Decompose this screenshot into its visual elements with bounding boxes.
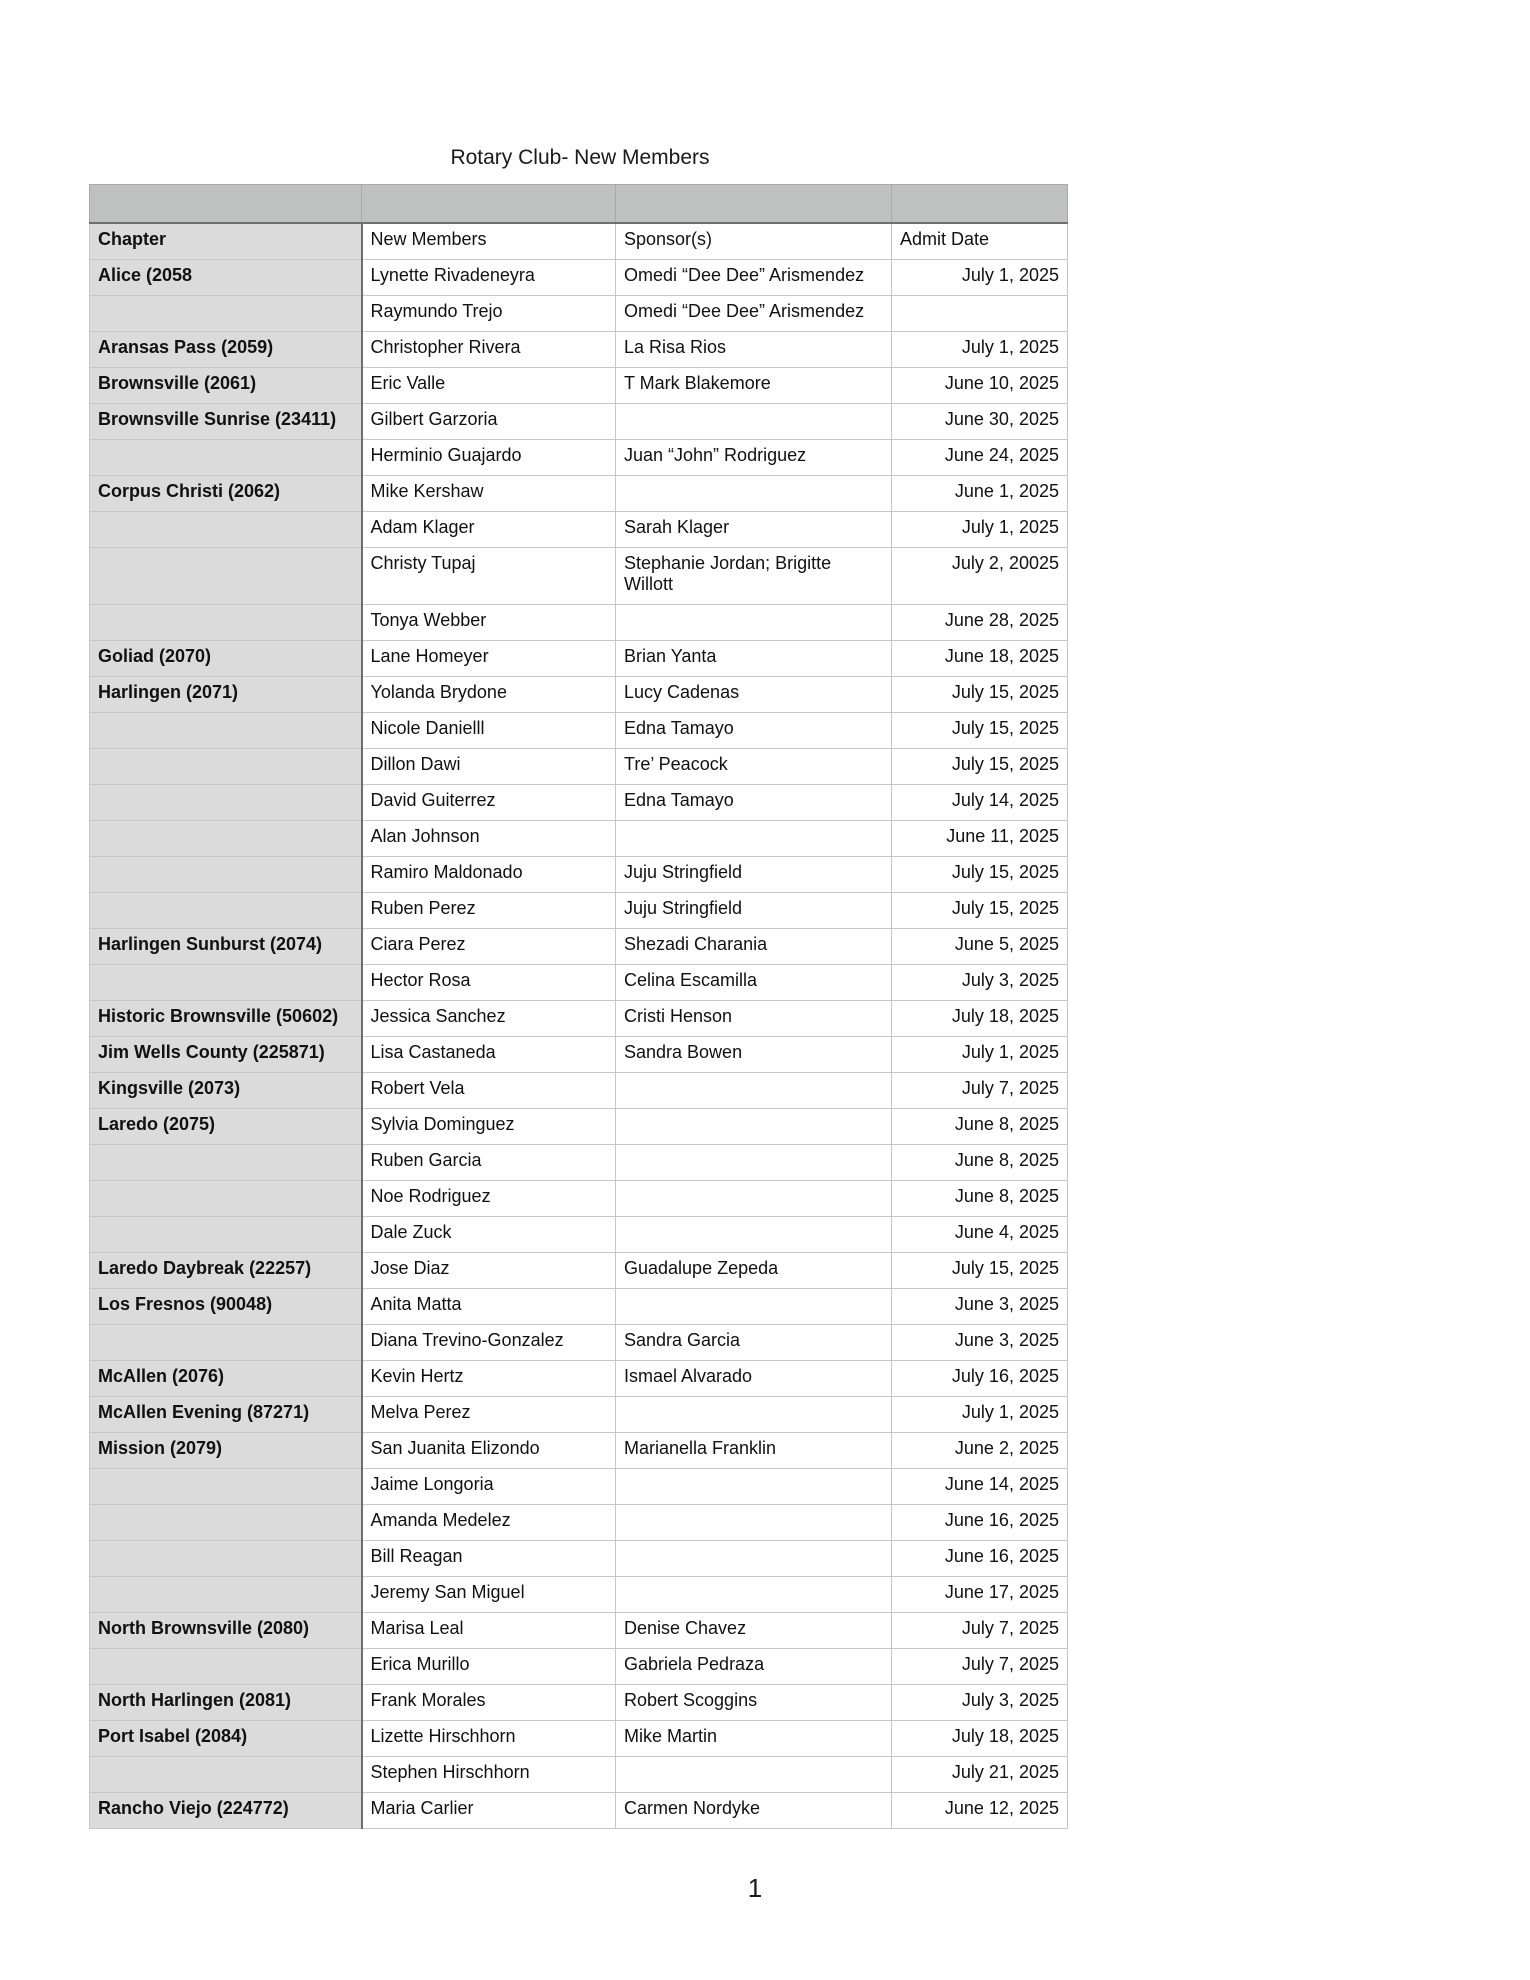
member-cell: Lynette Rivadeneyra — [362, 260, 616, 296]
member-cell: San Juanita Elizondo — [362, 1433, 616, 1469]
member-cell: Kevin Hertz — [362, 1361, 616, 1397]
sponsor-cell: Tre’ Peacock — [616, 749, 892, 785]
chapter-cell: McAllen (2076) — [90, 1361, 362, 1397]
chapter-cell — [90, 1469, 362, 1505]
chapter-cell — [90, 749, 362, 785]
admit-date-cell: July 1, 2025 — [892, 260, 1068, 296]
sponsor-cell: Marianella Franklin — [616, 1433, 892, 1469]
table-row — [90, 821, 1068, 857]
document-title: Rotary Club- New Members — [450, 146, 710, 169]
sponsor-cell: Sandra Garcia — [616, 1325, 892, 1361]
table-row — [90, 1433, 1068, 1469]
member-cell: Eric Valle — [362, 368, 616, 404]
admit-date-cell: July 7, 2025 — [892, 1073, 1068, 1109]
page-number: 1 — [747, 1873, 763, 1903]
admit-date-cell: July 15, 2025 — [892, 1253, 1068, 1289]
chapter-cell — [90, 1145, 362, 1181]
admit-date-cell: July 21, 2025 — [892, 1757, 1068, 1793]
sponsor-cell: Denise Chavez — [616, 1613, 892, 1649]
sponsor-cell: Gabriela Pedraza — [616, 1649, 892, 1685]
sponsor-cell: Stephanie Jordan; Brigitte Willott — [616, 548, 892, 605]
chapter-cell: Alice (2058 — [90, 260, 362, 296]
chapter-cell: McAllen Evening (87271) — [90, 1397, 362, 1433]
sponsor-cell — [616, 404, 892, 440]
member-cell: David Guiterrez — [362, 785, 616, 821]
chapter-cell: Historic Brownsville (50602) — [90, 1001, 362, 1037]
sponsor-cell: Guadalupe Zepeda — [616, 1253, 892, 1289]
admit-date-cell: June 28, 2025 — [892, 605, 1068, 641]
table-row — [90, 1721, 1068, 1757]
column-header-row — [90, 223, 1068, 260]
sponsor-cell — [616, 1217, 892, 1253]
admit-date-cell: July 2, 20025 — [892, 548, 1068, 605]
chapter-cell: Jim Wells County (225871) — [90, 1037, 362, 1073]
admit-date-cell: June 5, 2025 — [892, 929, 1068, 965]
member-cell: Ruben Perez — [362, 893, 616, 929]
member-cell: Marisa Leal — [362, 1613, 616, 1649]
member-cell: Mike Kershaw — [362, 476, 616, 512]
band-cell — [362, 185, 616, 224]
member-cell: Stephen Hirschhorn — [362, 1757, 616, 1793]
admit-date-cell: June 3, 2025 — [892, 1325, 1068, 1361]
sponsor-cell — [616, 1145, 892, 1181]
sponsor-cell — [616, 476, 892, 512]
sponsor-cell: Omedi “Dee Dee” Arismendez — [616, 296, 892, 332]
table-row — [90, 476, 1068, 512]
table-row — [90, 1001, 1068, 1037]
chapter-cell — [90, 1505, 362, 1541]
table-row — [90, 857, 1068, 893]
member-cell: Hector Rosa — [362, 965, 616, 1001]
table-row — [90, 1397, 1068, 1433]
member-cell: Jaime Longoria — [362, 1469, 616, 1505]
chapter-cell: Goliad (2070) — [90, 641, 362, 677]
chapter-cell: Kingsville (2073) — [90, 1073, 362, 1109]
table-row — [90, 548, 1068, 605]
member-cell: Sylvia Dominguez — [362, 1109, 616, 1145]
table-row — [90, 641, 1068, 677]
member-cell: Lizette Hirschhorn — [362, 1721, 616, 1757]
chapter-cell — [90, 1325, 362, 1361]
member-cell: Dillon Dawi — [362, 749, 616, 785]
admit-date-cell: June 2, 2025 — [892, 1433, 1068, 1469]
table-row — [90, 260, 1068, 296]
admit-date-cell: July 15, 2025 — [892, 893, 1068, 929]
member-cell: Ramiro Maldonado — [362, 857, 616, 893]
member-cell: Adam Klager — [362, 512, 616, 548]
sponsor-cell — [616, 1397, 892, 1433]
admit-date-cell: June 4, 2025 — [892, 1217, 1068, 1253]
sponsor-cell — [616, 1577, 892, 1613]
member-cell: Erica Murillo — [362, 1649, 616, 1685]
table-row — [90, 512, 1068, 548]
table-row — [90, 1793, 1068, 1829]
sponsor-cell — [616, 1541, 892, 1577]
sponsor-cell — [616, 1289, 892, 1325]
admit-date-cell: July 1, 2025 — [892, 332, 1068, 368]
admit-date-cell: June 8, 2025 — [892, 1109, 1068, 1145]
admit-date-cell: July 18, 2025 — [892, 1721, 1068, 1757]
table-row — [90, 1361, 1068, 1397]
chapter-cell — [90, 605, 362, 641]
table-row — [90, 713, 1068, 749]
chapter-cell — [90, 548, 362, 605]
member-cell: Jose Diaz — [362, 1253, 616, 1289]
chapter-cell — [90, 1757, 362, 1793]
member-cell: Herminio Guajardo — [362, 440, 616, 476]
admit-date-cell: June 14, 2025 — [892, 1469, 1068, 1505]
chapter-cell: North Brownsville (2080) — [90, 1613, 362, 1649]
sponsor-cell: Edna Tamayo — [616, 713, 892, 749]
sponsor-cell: Celina Escamilla — [616, 965, 892, 1001]
sponsor-cell — [616, 605, 892, 641]
chapter-cell — [90, 1217, 362, 1253]
table-row — [90, 1757, 1068, 1793]
chapter-cell — [90, 296, 362, 332]
admit-date-cell: June 16, 2025 — [892, 1505, 1068, 1541]
member-cell: Lisa Castaneda — [362, 1037, 616, 1073]
chapter-cell: Port Isabel (2084) — [90, 1721, 362, 1757]
chapter-cell: Brownsville (2061) — [90, 368, 362, 404]
chapter-cell: Harlingen Sunburst (2074) — [90, 929, 362, 965]
admit-date-cell: July 15, 2025 — [892, 857, 1068, 893]
band-cell — [90, 185, 362, 224]
sponsor-cell — [616, 1469, 892, 1505]
sponsor-cell: Brian Yanta — [616, 641, 892, 677]
table-row — [90, 332, 1068, 368]
table-row — [90, 1289, 1068, 1325]
admit-date-cell: July 15, 2025 — [892, 677, 1068, 713]
admit-date-cell: June 16, 2025 — [892, 1541, 1068, 1577]
member-cell: Anita Matta — [362, 1289, 616, 1325]
table-row — [90, 404, 1068, 440]
admit-date-cell: June 8, 2025 — [892, 1181, 1068, 1217]
chapter-cell: North Harlingen (2081) — [90, 1685, 362, 1721]
member-cell: Diana Trevino-Gonzalez — [362, 1325, 616, 1361]
chapter-cell: Harlingen (2071) — [90, 677, 362, 713]
table-row — [90, 1685, 1068, 1721]
admit-date-cell: July 7, 2025 — [892, 1649, 1068, 1685]
sponsor-cell: Sarah Klager — [616, 512, 892, 548]
table-row — [90, 1649, 1068, 1685]
admit-date-cell: June 17, 2025 — [892, 1577, 1068, 1613]
admit-date-cell: June 30, 2025 — [892, 404, 1068, 440]
sponsor-cell: Robert Scoggins — [616, 1685, 892, 1721]
table-row — [90, 785, 1068, 821]
sponsor-cell: Shezadi Charania — [616, 929, 892, 965]
admit-date-cell: July 1, 2025 — [892, 512, 1068, 548]
sponsor-cell — [616, 821, 892, 857]
admit-date-cell: July 18, 2025 — [892, 1001, 1068, 1037]
member-cell: Amanda Medelez — [362, 1505, 616, 1541]
table-row — [90, 965, 1068, 1001]
table-row — [90, 1073, 1068, 1109]
member-cell: Alan Johnson — [362, 821, 616, 857]
table-row — [90, 677, 1068, 713]
chapter-column-header: Chapter — [90, 223, 362, 260]
table-row — [90, 1541, 1068, 1577]
table-row — [90, 749, 1068, 785]
admit-date-cell: July 7, 2025 — [892, 1613, 1068, 1649]
sponsor-cell: Ismael Alvarado — [616, 1361, 892, 1397]
admit-date-cell — [892, 296, 1068, 332]
admit-date-cell: July 1, 2025 — [892, 1037, 1068, 1073]
table-row — [90, 1469, 1068, 1505]
sponsor-cell: Edna Tamayo — [616, 785, 892, 821]
chapter-cell — [90, 785, 362, 821]
member-cell: Maria Carlier — [362, 1793, 616, 1829]
chapter-cell: Brownsville Sunrise (23411) — [90, 404, 362, 440]
admit-date-cell: July 15, 2025 — [892, 749, 1068, 785]
sponsor-cell: Juju Stringfield — [616, 857, 892, 893]
table-row — [90, 893, 1068, 929]
member-cell: Ruben Garcia — [362, 1145, 616, 1181]
chapter-cell — [90, 965, 362, 1001]
chapter-cell — [90, 1577, 362, 1613]
member-cell: Raymundo Trejo — [362, 296, 616, 332]
member-cell: Noe Rodriguez — [362, 1181, 616, 1217]
admit-date-cell: July 14, 2025 — [892, 785, 1068, 821]
sponsor-cell — [616, 1109, 892, 1145]
sponsor-cell: Lucy Cadenas — [616, 677, 892, 713]
admit-date-cell: July 15, 2025 — [892, 713, 1068, 749]
sponsors-column-header: Sponsor(s) — [616, 223, 892, 260]
admit-date-cell: June 8, 2025 — [892, 1145, 1068, 1181]
sponsor-cell: La Risa Rios — [616, 332, 892, 368]
admit-date-cell: June 12, 2025 — [892, 1793, 1068, 1829]
admit-date-cell: July 3, 2025 — [892, 965, 1068, 1001]
table-row — [90, 1613, 1068, 1649]
table-row — [90, 1577, 1068, 1613]
sponsor-cell: Sandra Bowen — [616, 1037, 892, 1073]
admit-date-cell: June 11, 2025 — [892, 821, 1068, 857]
sponsor-cell: Cristi Henson — [616, 1001, 892, 1037]
admit-date-column-header: Admit Date — [892, 223, 1068, 260]
admit-date-cell: June 10, 2025 — [892, 368, 1068, 404]
table-row — [90, 368, 1068, 404]
sponsor-cell — [616, 1505, 892, 1541]
chapter-cell — [90, 512, 362, 548]
member-cell: Dale Zuck — [362, 1217, 616, 1253]
member-cell: Christopher Rivera — [362, 332, 616, 368]
member-cell: Ciara Perez — [362, 929, 616, 965]
members-column-header: New Members — [362, 223, 616, 260]
table-row — [90, 1505, 1068, 1541]
chapter-cell: Los Fresnos (90048) — [90, 1289, 362, 1325]
new-members-table — [89, 184, 1068, 1829]
table-row — [90, 1217, 1068, 1253]
admit-date-cell: June 24, 2025 — [892, 440, 1068, 476]
table-row — [90, 440, 1068, 476]
sponsor-cell: Juju Stringfield — [616, 893, 892, 929]
table-row — [90, 1037, 1068, 1073]
table-row — [90, 1145, 1068, 1181]
member-cell: Bill Reagan — [362, 1541, 616, 1577]
chapter-cell: Aransas Pass (2059) — [90, 332, 362, 368]
sponsor-cell — [616, 1073, 892, 1109]
admit-date-cell: July 1, 2025 — [892, 1397, 1068, 1433]
member-cell: Yolanda Brydone — [362, 677, 616, 713]
sponsor-cell: Omedi “Dee Dee” Arismendez — [616, 260, 892, 296]
table-row — [90, 1325, 1068, 1361]
admit-date-cell: July 3, 2025 — [892, 1685, 1068, 1721]
member-cell: Gilbert Garzoria — [362, 404, 616, 440]
chapter-cell: Laredo (2075) — [90, 1109, 362, 1145]
chapter-cell: Mission (2079) — [90, 1433, 362, 1469]
sponsor-cell: Carmen Nordyke — [616, 1793, 892, 1829]
admit-date-cell: June 18, 2025 — [892, 641, 1068, 677]
table-row — [90, 296, 1068, 332]
table-row — [90, 1109, 1068, 1145]
chapter-cell — [90, 821, 362, 857]
admit-date-cell: July 16, 2025 — [892, 1361, 1068, 1397]
sponsor-cell: T Mark Blakemore — [616, 368, 892, 404]
member-cell: Robert Vela — [362, 1073, 616, 1109]
chapter-cell — [90, 1649, 362, 1685]
chapter-cell — [90, 713, 362, 749]
chapter-cell — [90, 893, 362, 929]
member-cell: Jessica Sanchez — [362, 1001, 616, 1037]
sponsor-cell: Juan “John” Rodriguez — [616, 440, 892, 476]
member-cell: Frank Morales — [362, 1685, 616, 1721]
member-cell: Lane Homeyer — [362, 641, 616, 677]
table-row — [90, 605, 1068, 641]
member-cell: Christy Tupaj — [362, 548, 616, 605]
chapter-cell — [90, 440, 362, 476]
sponsor-cell — [616, 1181, 892, 1217]
chapter-cell: Corpus Christi (2062) — [90, 476, 362, 512]
chapter-cell: Laredo Daybreak (22257) — [90, 1253, 362, 1289]
chapter-cell — [90, 857, 362, 893]
admit-date-cell: June 1, 2025 — [892, 476, 1068, 512]
band-cell — [892, 185, 1068, 224]
member-cell: Tonya Webber — [362, 605, 616, 641]
admit-date-cell: June 3, 2025 — [892, 1289, 1068, 1325]
sponsor-cell — [616, 1757, 892, 1793]
chapter-cell: Rancho Viejo (224772) — [90, 1793, 362, 1829]
sponsor-cell: Mike Martin — [616, 1721, 892, 1757]
table-row — [90, 929, 1068, 965]
table-header-band — [90, 185, 1068, 224]
member-cell: Jeremy San Miguel — [362, 1577, 616, 1613]
chapter-cell — [90, 1541, 362, 1577]
table-row — [90, 1181, 1068, 1217]
table-row — [90, 1253, 1068, 1289]
band-cell — [616, 185, 892, 224]
member-cell: Melva Perez — [362, 1397, 616, 1433]
member-cell: Nicole Danielll — [362, 713, 616, 749]
chapter-cell — [90, 1181, 362, 1217]
